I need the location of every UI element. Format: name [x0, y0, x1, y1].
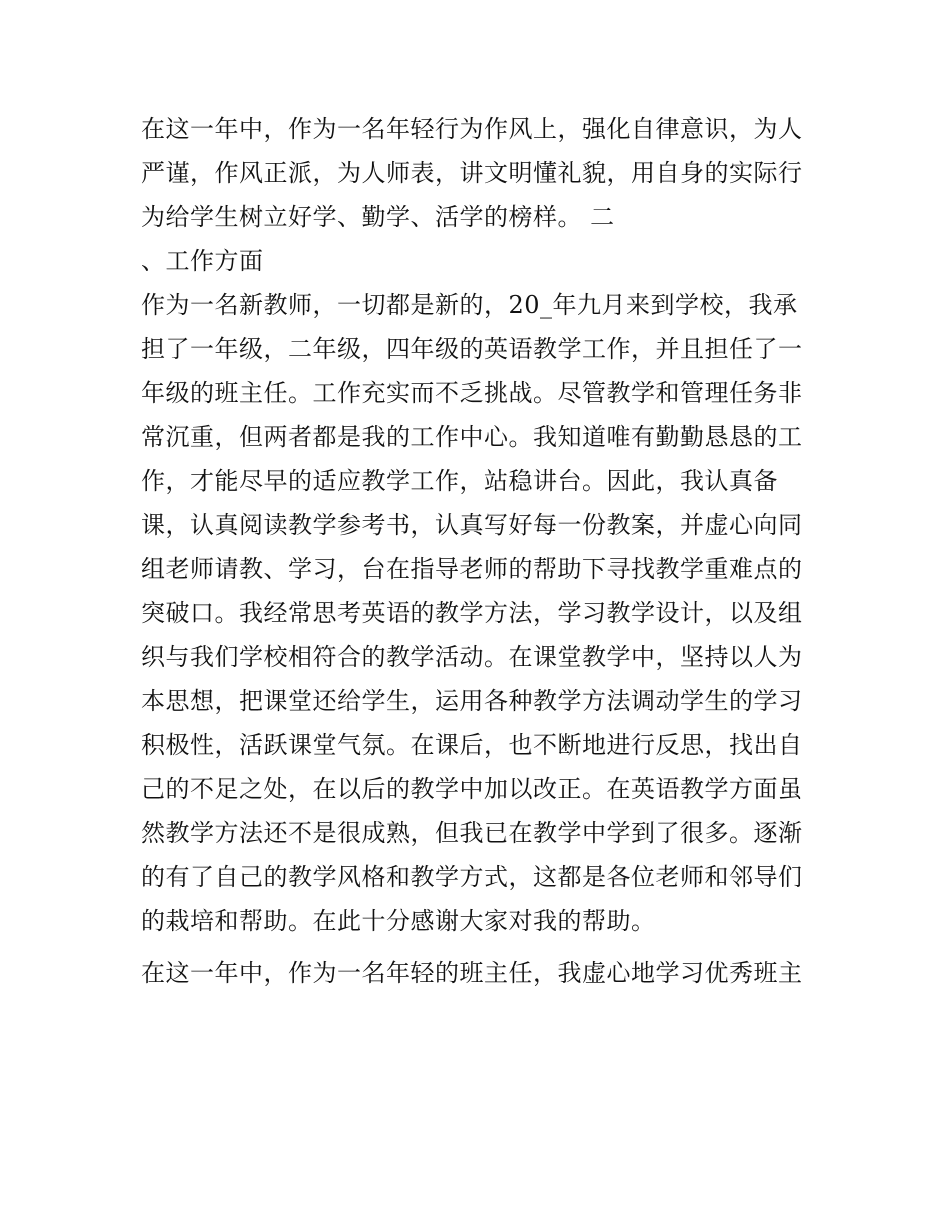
text-line: 在这一年中，作为一名年轻行为作风上，强化自律意识，为人	[141, 115, 803, 143]
text-line: 年级的班主任。工作充实而不乏挑战。尽管教学和管理任务非	[141, 379, 803, 407]
body-text	[141, 107, 841, 995]
text-line: 织与我们学校相符合的教学活动。在课堂教学中，坚持以人为	[141, 643, 803, 671]
text-line: 在这一年中，作为一名年轻的班主任，我虚心地学习优秀班主	[141, 959, 803, 987]
text-line: 己的不足之处，在以后的教学中加以改正。在英语教学方面虽	[141, 775, 803, 803]
text-line: 组老师请教、学习，台在指导老师的帮助下寻找教学重难点的	[141, 555, 803, 583]
text-line: 然教学方法还不是很成熟，但我已在教学中学到了很多。逐渐	[141, 819, 803, 847]
text-line: 担了一年级，二年级，四年级的英语教学工作，并且担任了一	[141, 335, 803, 363]
text-line: 课，认真阅读教学参考书，认真写好每一份教案，并虚心向同	[141, 511, 803, 539]
text-line: 作为一名新教师，一切都是新的，20_年九月来到学校，我承	[141, 291, 798, 319]
text-line: 积极性，活跃课堂气氛。在课后，也不断地进行反思，找出自	[141, 731, 803, 759]
text-line: 严谨，作风正派，为人师表，讲文明懂礼貌，用自身的实际行	[141, 159, 803, 187]
text-line: 本思想，把课堂还给学生，运用各种教学方法调动学生的学习	[141, 687, 803, 715]
text-line: 的栽培和帮助。在此十分感谢大家对我的帮助。	[141, 907, 656, 935]
text-line: 的有了自己的教学风格和教学方式，这都是各位老师和邻导们	[141, 863, 803, 891]
section-heading: 、工作方面	[141, 247, 264, 275]
text-line: 常沉重，但两者都是我的工作中心。我知道唯有勤勤恳恳的工	[141, 423, 803, 451]
text-line: 为给学生树立好学、勤学、活学的榜样。 二	[141, 203, 615, 231]
text-line: 作，才能尽早的适应教学工作，站稳讲台。因此，我认真备	[141, 467, 778, 495]
text-line: 突破口。我经常思考英语的教学方法，学习教学设计，以及组	[141, 599, 803, 627]
